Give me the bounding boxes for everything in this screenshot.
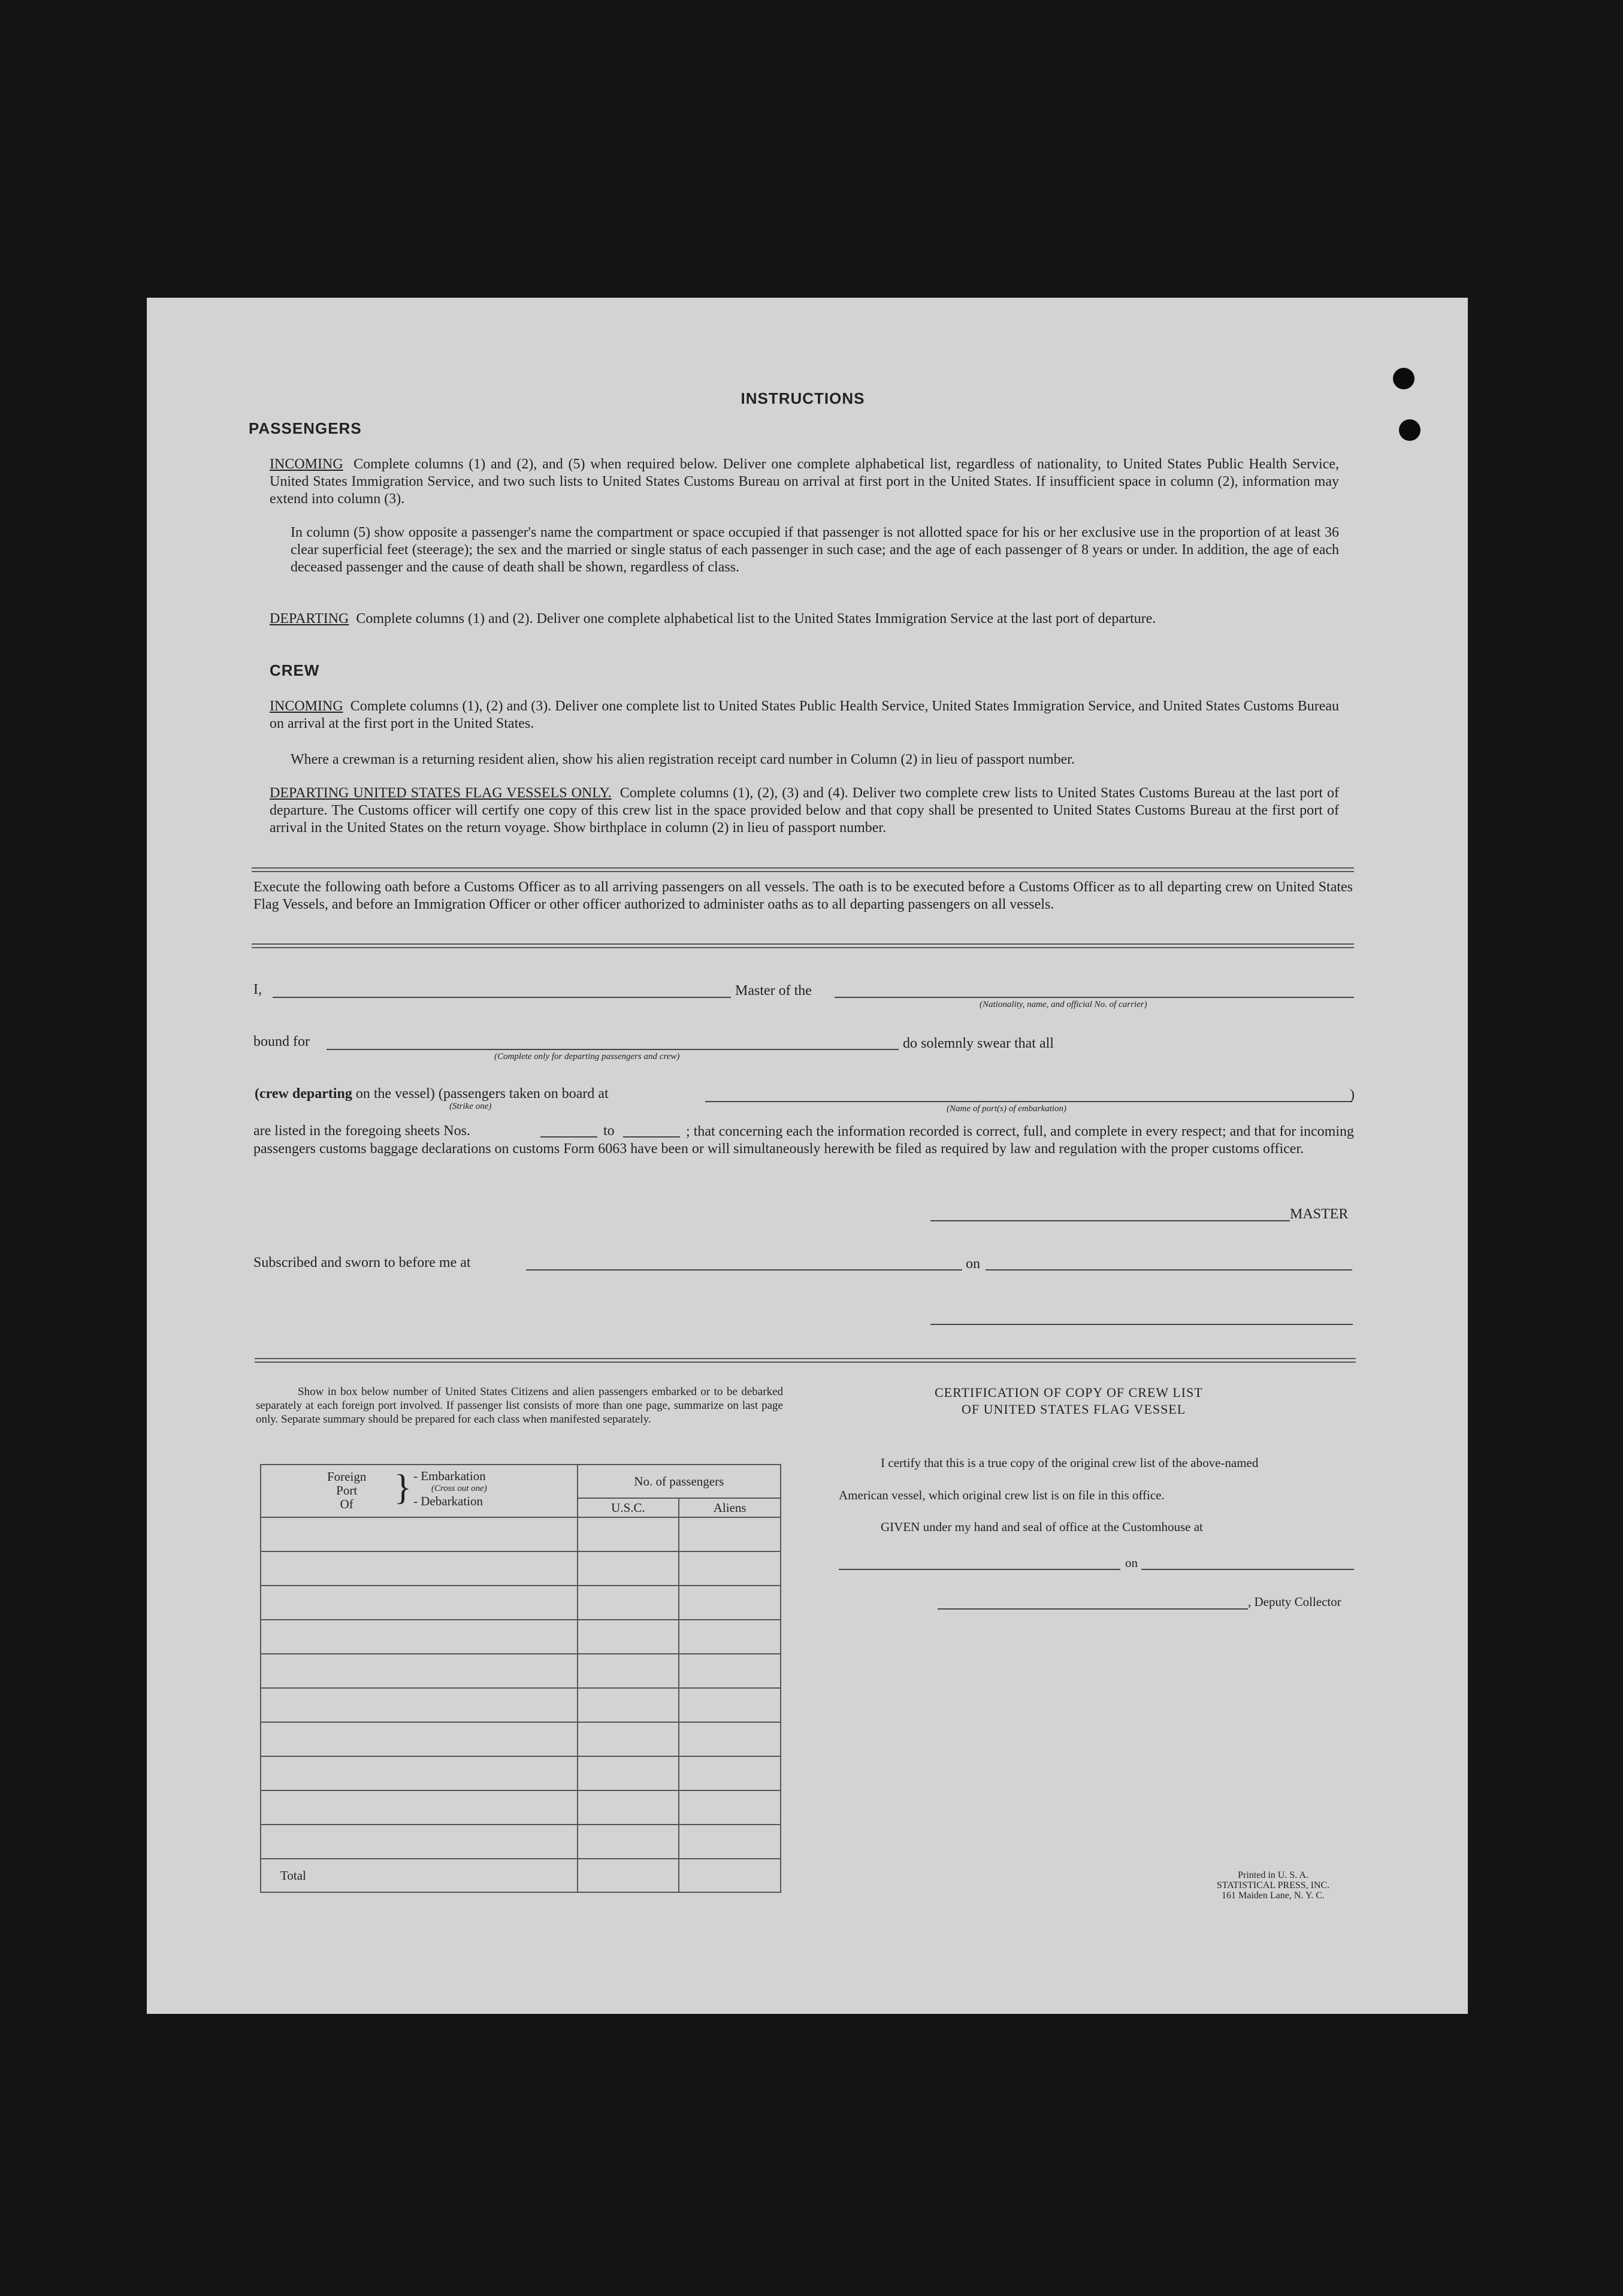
usc-cell[interactable]	[578, 1517, 679, 1551]
master-of-label: Master of the	[735, 983, 812, 999]
crew-incoming-paragraph	[270, 698, 1339, 733]
passengers-incoming-paragraph	[270, 456, 1339, 508]
subscribed-place-line[interactable]	[526, 1269, 962, 1270]
usc-cell[interactable]	[578, 1654, 679, 1688]
listed-a-label: are listed in the foregoing sheets Nos.	[253, 1123, 470, 1139]
punch-hole	[1399, 419, 1420, 441]
departing-note: (Complete only for departing passengers and crew)	[494, 1052, 680, 1061]
subscribed-label: Subscribed and sworn to before me at	[253, 1255, 471, 1270]
nationality-note: (Nationality, name, and official No. of carrier)	[980, 1000, 1147, 1009]
port-label-foreign: Foreign	[327, 1469, 367, 1484]
aliens-cell[interactable]	[679, 1517, 781, 1551]
crew-resident-paragraph: Where a crewman is a returning resident alien, show his alien registration receipt card number in Column (2) in lieu of passport number.	[291, 752, 1075, 767]
master-signature-line[interactable]	[930, 1220, 1290, 1221]
listed-b-paragraph: ; that concerning each the information recorded is correct, full, and complete in every respect; and that for incoming passengers customs baggage declarations on customs Form 6063 have been or will simultaneously herewith be filed as required by law and regulation with the proper customs officer.	[253, 1124, 1354, 1157]
form-sheet	[147, 298, 1468, 2014]
aliens-cell[interactable]	[679, 1688, 781, 1722]
brace-icon: }	[394, 1468, 412, 1507]
bound-for-line[interactable]	[327, 1049, 899, 1050]
port-cell[interactable]	[261, 1688, 578, 1722]
carrier-line[interactable]	[835, 997, 1354, 998]
crew-heading: CREW	[270, 661, 320, 679]
no-passengers-header: No. of passengers	[578, 1465, 781, 1498]
crew-flag-label: DEPARTING UNITED STATES FLAG VESSELS ONLY.	[270, 785, 612, 801]
double-rule	[252, 943, 1354, 948]
passengers-departing-text: Complete columns (1) and (2). Deliver one complete alphabetical list to the United States Immigration Service at the last port of departure.	[356, 611, 1156, 627]
listed-to-label: to	[603, 1123, 615, 1139]
certify-line-2: American vessel, which original crew list is on file in this office.	[839, 1488, 1165, 1502]
imprint-line-3: 161 Maiden Lane, N. Y. C.	[1222, 1890, 1325, 1901]
total-aliens-cell[interactable]	[679, 1859, 781, 1892]
aliens-cell[interactable]	[679, 1551, 781, 1586]
passengers-departing-label: DEPARTING	[270, 611, 349, 627]
passengers-heading: PASSENGERS	[249, 419, 362, 437]
imprint-line-2: STATISTICAL PRESS, INC.	[1216, 1880, 1330, 1890]
port-label-port: Port	[336, 1483, 358, 1498]
certification-date-line[interactable]	[1141, 1569, 1354, 1570]
column5-paragraph: In column (5) show opposite a passenger's name the compartment or space occupied if that passenger is not allotted space for his or her exclusive use in the proportion of at least 36 clear superficial feet (steerage); the sex and the married or single status of each passenger in such case; and the age of each passenger of 8 years or under. In addition, the age of each deceased passenger and the cause of death shall be shown, regardless of class.	[291, 525, 1339, 575]
crew-flag-text: Complete columns (1), (2), (3) and (4). Deliver two complete crew lists to United States Customs Bureau at the last port of departure. The Customs officer will certify one copy of this crew list in the space provided below and that copy shall be presented to United States Customs Bureau at the first port of arrival in the United States on the return voyage. Show birthplace in column (2) in lieu of passport number.	[270, 785, 1339, 836]
embarkation-option[interactable]: - Embarkation	[413, 1469, 486, 1483]
aliens-cell[interactable]	[679, 1756, 781, 1790]
imprint-line-1: Printed in U. S. A.	[1238, 1870, 1308, 1880]
deputy-collector-label: , Deputy Collector	[1248, 1595, 1341, 1609]
passengers-incoming-text: Complete columns (1) and (2), and (5) when required below. Deliver one complete alphabetical list, regardless of nationality, to United States Public Health Service, United States Immigration Service, and two such lists to United States Customs Bureau on arrival at first port in the United States. If insufficient space in column (2), information may extend into column (3).	[270, 456, 1340, 507]
foreign-port-header	[261, 1465, 578, 1517]
port-cell[interactable]	[261, 1756, 578, 1790]
embarkation-ports-line[interactable]	[705, 1101, 1352, 1102]
port-cell[interactable]	[261, 1620, 578, 1654]
aliens-cell[interactable]	[679, 1586, 781, 1620]
foreign-port-label	[327, 1470, 366, 1511]
ports-note: (Name of port(s) of embarkation)	[947, 1104, 1066, 1114]
deputy-collector-line[interactable]	[938, 1608, 1248, 1610]
crew-departing-bold: (crew departing	[255, 1086, 352, 1102]
usc-cell[interactable]	[578, 1620, 679, 1654]
master-label: MASTER	[1290, 1206, 1349, 1222]
aliens-cell[interactable]	[679, 1722, 781, 1756]
summary-table	[260, 1464, 781, 1893]
port-cell[interactable]	[261, 1790, 578, 1825]
double-rule	[255, 1358, 1356, 1363]
swear-label: do solemnly swear that all	[903, 1036, 1054, 1051]
bound-for-label: bound for	[253, 1034, 310, 1049]
passengers-incoming-label: INCOMING	[270, 456, 343, 472]
crew-incoming-label: INCOMING	[270, 698, 343, 714]
double-rule	[252, 867, 1354, 872]
port-cell[interactable]	[261, 1825, 578, 1859]
certification-title-1: CERTIFICATION OF COPY OF CREW LIST	[935, 1385, 1203, 1400]
printer-imprint	[1189, 1870, 1357, 1901]
crew-departing-rest: on the vessel) (passengers taken on board at	[355, 1086, 609, 1102]
usc-cell[interactable]	[578, 1688, 679, 1722]
usc-cell[interactable]	[578, 1756, 679, 1790]
usc-header: U.S.C.	[578, 1498, 679, 1517]
usc-cell[interactable]	[578, 1825, 679, 1859]
debarkation-option[interactable]: - Debarkation	[413, 1494, 483, 1508]
usc-cell[interactable]	[578, 1722, 679, 1756]
customhouse-line[interactable]	[839, 1569, 1120, 1570]
port-cell[interactable]	[261, 1722, 578, 1756]
passengers-departing-paragraph	[270, 610, 1339, 628]
aliens-header: Aliens	[679, 1498, 781, 1517]
instructions-title: INSTRUCTIONS	[741, 389, 865, 407]
certification-title-2: OF UNITED STATES FLAG VESSEL	[962, 1402, 1186, 1417]
given-line: GIVEN under my hand and seal of office at the Customhouse at	[881, 1520, 1203, 1534]
oath-i-label: I,	[253, 982, 262, 997]
summary-intro: Show in box below number of United States Citizens and alien passengers embarked or to be debarked separately at each foreign port involved. If passenger list consists of more than one page, summarize on last page only. Separate summary should be prepared for each class when manifested separately.	[256, 1386, 783, 1426]
usc-cell[interactable]	[578, 1790, 679, 1825]
officer-signature-line[interactable]	[930, 1324, 1353, 1325]
usc-cell[interactable]	[578, 1586, 679, 1620]
usc-cell[interactable]	[578, 1551, 679, 1586]
certify-line-1: I certify that this is a true copy of the original crew list of the above-named	[881, 1456, 1259, 1470]
aliens-cell[interactable]	[679, 1620, 781, 1654]
close-paren: )	[1350, 1087, 1355, 1103]
aliens-cell[interactable]	[679, 1790, 781, 1825]
oath-intro-paragraph: Execute the following oath before a Customs Officer as to all arriving passengers on all vessels. The oath is to be executed before a Customs Officer as to all departing crew on United States Flag Vessels, and before an Immigration Officer or other officer authorized to administer oaths as to all departing passengers on all vessels.	[253, 879, 1353, 912]
certification-on-label: on	[1125, 1556, 1138, 1570]
cross-out-note: (Cross out one)	[431, 1484, 487, 1493]
crew-flag-paragraph	[270, 785, 1339, 837]
crew-passengers-line	[255, 1086, 609, 1102]
punch-hole	[1393, 368, 1415, 389]
aliens-cell[interactable]	[679, 1825, 781, 1859]
master-name-line[interactable]	[273, 997, 731, 998]
port-cell[interactable]	[261, 1586, 578, 1620]
aliens-cell[interactable]	[679, 1654, 781, 1688]
subscribed-date-line[interactable]	[986, 1269, 1352, 1270]
strike-note: (Strike one)	[449, 1102, 492, 1111]
total-usc-cell[interactable]	[578, 1859, 679, 1892]
subscribed-on-label: on	[966, 1256, 980, 1272]
port-label-of: Of	[340, 1497, 353, 1511]
crew-incoming-text: Complete columns (1), (2) and (3). Deliver one complete list to United States Public Health Service, United States Immigration Service, and United States Customs Bureau on arrival at the first port in the United States.	[270, 698, 1340, 731]
embark-debark-label	[413, 1470, 487, 1508]
total-label: Total	[261, 1859, 578, 1892]
port-cell[interactable]	[261, 1551, 578, 1586]
port-cell[interactable]	[261, 1517, 578, 1551]
port-cell[interactable]	[261, 1654, 578, 1688]
